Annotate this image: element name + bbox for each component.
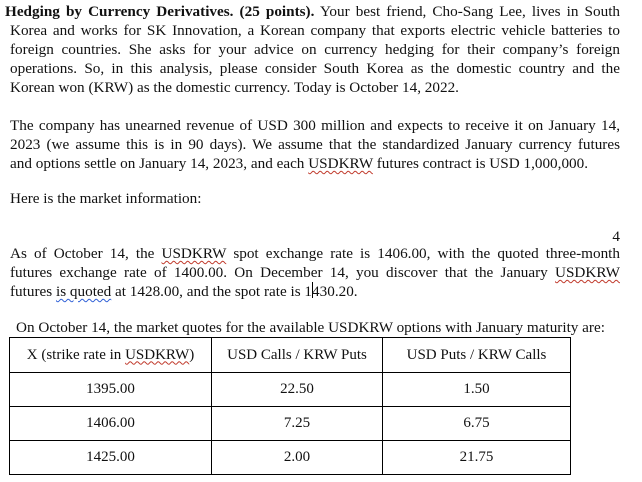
intro-line-2: Korea and works for SK Innovation, a Korean company that exports electric vehicle batteries to <box>10 22 620 39</box>
market-line-3d: 430.20. <box>312 283 358 300</box>
puts-header: USD Puts / KRW Calls <box>383 338 571 373</box>
call-cell: 2.00 <box>212 441 383 475</box>
strike-cell: 1406.00 <box>10 407 212 441</box>
company-line-1: The company has unearned revenue of USD 300 million and expects to receive it on January 14, <box>10 117 620 134</box>
market-line-3 <box>10 282 620 301</box>
options-caption: On October 14, the market quotes for the available USDKRW options with January maturity are: <box>16 319 605 336</box>
intro-line-3: foreign countries. She asks for your advice on currency hedging for their company’s foreign <box>10 41 620 58</box>
market-intro: Here is the market information: <box>10 190 202 207</box>
spell-flag-usdkrw[interactable]: USDKRW <box>161 245 227 262</box>
market-line-3a: futures <box>10 283 56 300</box>
intro-line-1 <box>5 2 620 21</box>
call-cell: 22.50 <box>212 373 383 407</box>
market-line-2a: futures exchange rate of 1400.00. On December 14, you discover that the January <box>10 264 556 281</box>
company-line-2: 2023 (we assume this is in 90 days). We assume that the standardized January currency futures <box>10 136 620 153</box>
put-cell: 21.75 <box>383 441 571 475</box>
table-row <box>10 441 571 475</box>
intro-line-1-text: Your best friend, Cho-Sang Lee, lives in South <box>319 3 621 20</box>
intro-paragraph <box>5 2 621 97</box>
spell-flag-usdkrw[interactable]: USDKRW <box>125 346 190 363</box>
strike-header-c: ) <box>189 346 195 363</box>
options-table <box>9 337 571 475</box>
question-heading: Hedging by Currency Derivatives. (25 points). <box>5 3 315 20</box>
spell-flag-usdkrw[interactable]: USDKRW <box>555 264 620 281</box>
grammar-flag-is-quoted[interactable]: is quoted <box>55 283 112 300</box>
company-paragraph <box>10 116 620 173</box>
table-row <box>10 407 571 441</box>
intro-line-4: operations. So, in this analysis, please consider South Korea as the domestic country and the <box>10 60 620 77</box>
company-line-3 <box>10 154 620 173</box>
market-line-3c: at 1428.00, and the spot rate is 1 <box>111 283 313 300</box>
page-number: 4 <box>612 228 620 245</box>
call-cell: 7.25 <box>212 407 383 441</box>
market-line-1 <box>10 244 620 263</box>
intro-line-5: Korean won (KRW) as the domestic currency. Today is October 14, 2022. <box>10 79 459 96</box>
put-cell: 1.50 <box>383 373 571 407</box>
spell-flag-usdkrw[interactable]: USDKRW <box>308 155 373 172</box>
strike-cell: 1395.00 <box>10 373 212 407</box>
calls-header: USD Calls / KRW Puts <box>212 338 383 373</box>
strike-header-a: X (strike rate in <box>26 346 126 363</box>
market-line-1a: As of October 14, the <box>10 245 162 262</box>
strike-header <box>10 338 212 373</box>
market-paragraph <box>10 244 620 301</box>
market-line-2 <box>10 263 620 282</box>
company-line-3c: futures contract is USD 1,000,000. <box>372 155 589 172</box>
put-cell: 6.75 <box>383 407 571 441</box>
table-row <box>10 373 571 407</box>
table-header-row <box>10 338 571 373</box>
company-line-3a: and options settle on January 14, 2023, and each <box>10 155 309 172</box>
market-line-1c: spot exchange rate is 1406.00, with the quoted three-month <box>226 245 620 262</box>
strike-cell: 1425.00 <box>10 441 212 475</box>
